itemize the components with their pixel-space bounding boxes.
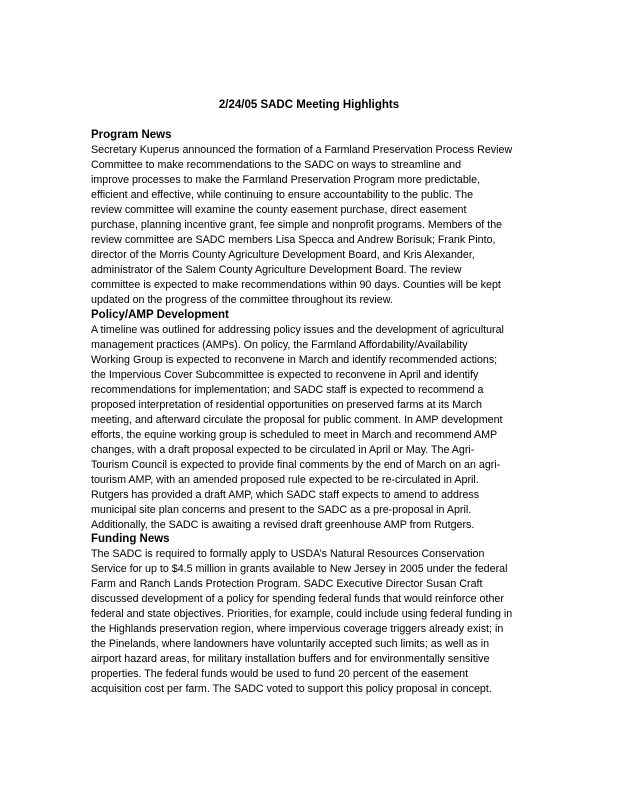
body-line: management practices (AMPs). On policy, the Farmland Affordability/Availability <box>91 339 468 351</box>
body-line: municipal site plan concerns and present to the SADC as a pre-proposal in April. <box>91 504 472 516</box>
body-line: the Pinelands, where landowners have voluntarily accepted such limits; as well as in <box>91 638 490 650</box>
body-line: Rutgers has provided a draft AMP, which SADC staff expects to amend to address <box>91 489 480 501</box>
section-heading: Funding News <box>91 533 170 545</box>
body-line: efficient and effective, while continuing to ensure accountability to the public. The <box>91 189 474 201</box>
body-line: the Highlands preservation region, where impervious coverage triggers already exist; in <box>91 623 504 635</box>
body-line: review committee are SADC members Lisa Specca and Andrew Borisuk; Frank Pinto, <box>91 234 496 246</box>
body-line: Farm and Ranch Lands Protection Program. SADC Executive Director Susan Craft <box>91 578 483 590</box>
section-body <box>91 143 539 308</box>
body-line: Working Group is expected to reconvene in March and identify recommended actions; <box>91 354 498 366</box>
body-line: director of the Morris County Agriculture Development Board, and Kris Alexander, <box>91 249 475 261</box>
body-line: Committee to make recommendations to the SADC on ways to streamline and <box>91 159 462 171</box>
body-line: airport hazard areas, for military installation buffers and for environmentally sensitive <box>91 653 490 665</box>
body-line: tourism AMP, with an amended proposed rule expected to be re-circulated in April. <box>91 474 479 486</box>
document-title: 2/24/05 SADC Meeting Highlights <box>218 99 400 111</box>
section-body <box>91 323 539 533</box>
body-line: improve processes to make the Farmland Preservation Program more predictable, <box>91 174 481 186</box>
body-line: Secretary Kuperus announced the formation of a Farmland Preservation Process Review <box>91 144 513 156</box>
section-body <box>91 547 539 697</box>
body-line: properties. The federal funds would be used to fund 20 percent of the easement <box>91 668 469 680</box>
body-line: proposed interpretation of residential opportunities on preserved farms at its March <box>91 399 482 411</box>
section-heading: Policy/AMP Development <box>91 309 229 321</box>
body-line: A timeline was outlined for addressing policy issues and the development of agricultural <box>91 324 504 336</box>
body-line: acquisition cost per farm. The SADC voted to support this policy proposal in concept. <box>91 683 492 695</box>
body-line: meeting, and afterward circulate the proposal for public comment. In AMP development <box>91 414 503 426</box>
body-line: Tourism Council is expected to provide final comments by the end of March on an agri- <box>91 459 501 471</box>
body-line: purchase, planning incentive grant, fee simple and nonprofit programs. Members of the <box>91 219 503 231</box>
body-line: committee is expected to make recommendations within 90 days. Counties will be kept <box>91 279 501 291</box>
body-line: recommendations for implementation; and SADC staff is expected to recommend a <box>91 384 484 396</box>
body-line: the Impervious Cover Subcommittee is expected to reconvene in April and identify <box>91 369 479 381</box>
section-policy-amp-development <box>91 308 539 533</box>
body-line: review committee will examine the county easement purchase, direct easement <box>91 204 467 216</box>
section-program-news <box>91 128 539 308</box>
body-line: changes, with a draft proposal expected to be circulated in April or May. The Agri- <box>91 444 475 456</box>
section-heading: Program News <box>91 129 172 141</box>
body-line: administrator of the Salem County Agriculture Development Board. The review <box>91 264 462 276</box>
body-line: The SADC is required to formally apply to USDA’s Natural Resources Conservation <box>91 548 485 560</box>
body-line: updated on the progress of the committee throughout its review. <box>91 294 393 306</box>
body-line: Service for up to $4.5 million in grants available to New Jersey in 2005 under the federal <box>91 563 508 575</box>
body-line: efforts, the equine working group is scheduled to meet in March and recommend AMP <box>91 429 498 441</box>
body-line: discussed development of a policy for spending federal funds that would reinforce other <box>91 593 504 605</box>
body-line: federal and state objectives. Priorities, for example, could include using federal funding in <box>91 608 513 620</box>
body-line: Additionally, the SADC is awaiting a revised draft greenhouse AMP from Rutgers. <box>91 519 475 531</box>
section-funding-news <box>91 532 539 697</box>
